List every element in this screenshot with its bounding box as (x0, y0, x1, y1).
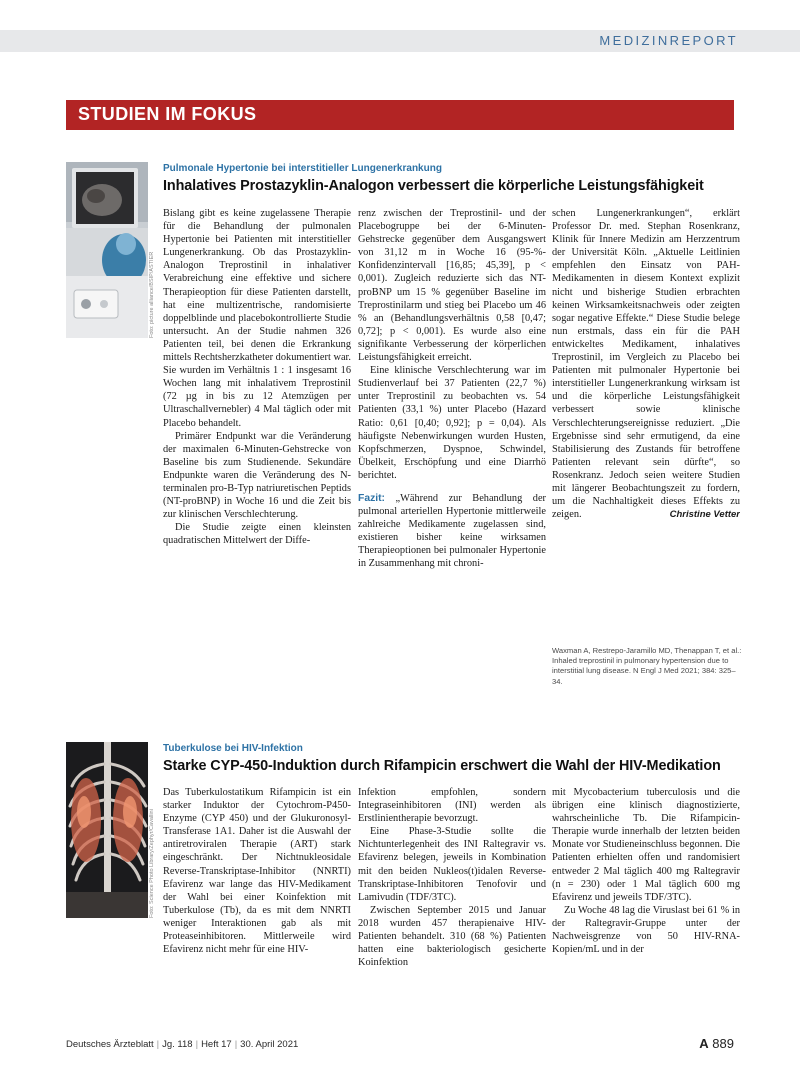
article1-reference: Waxman A, Restrepo-Jaramillo MD, Thenappan T, et al.: Inhaled treprostinil in pulmonary hypertension due to interstitial lung disease. N Engl J Med 2021; 384: 325–34. (552, 646, 742, 686)
paragraph: renz zwischen der Treprostinil- und der Placebogruppe bei der 6-Minuten-Gehstrecke gegenüber dem Ausgangswert von 31,12 m in Woche 16 (95-%-Konfidenzintervall [16,85; 45,39], p < 0,001). Zugleich reduzierte sich das NT-proBNP um 15 % gegenüber Baseline im Treprostinilarm und stieg bei Placebo um 46 % an (Behandlungsverhältnis 0,58 [0,47; 0,72]; p < 0,001). Es wurde also eine signifikante Verbesserung der körperlichen Leistungsfähigkeit erreicht. (358, 208, 546, 364)
paragraph: Zwischen September 2015 und Januar 2018 wurden 457 therapienaive HIV-Patienten behandelt. 310 (68 %) Patienten hatten eine bakteriologisch gesicherte Koinfektion (358, 904, 546, 969)
top-bar (0, 30, 800, 52)
fazit-text: „Während zur Behandlung der pulmonal arteriellen Hypertonie mittlerweile zahlreiche Medikamente zugelassen sind, existieren bisher keine wirksamen Therapieoptionen bei pulmonaler Hypertonie in Zusammenhang mit chroni- (358, 492, 546, 570)
page-number-value: 889 (712, 1036, 734, 1051)
volume: Jg. 118 (162, 1039, 193, 1050)
issue: Heft 17 (201, 1039, 232, 1050)
article1-column-2 (358, 207, 546, 697)
article1-headline: Inhalatives Prostazyklin-Analogon verbessert die körperliche Leistungsfähigkeit (163, 178, 704, 194)
article2-headline: Starke CYP-450-Induktion durch Rifampicin erschwert die Wahl der HIV-Medikation (163, 758, 721, 774)
page-prefix: A (699, 1036, 709, 1051)
article2-column-2 (358, 786, 546, 1026)
paragraph: Bislang gibt es keine zugelassene Therapie für die Behandlung der pulmonalen Hypertonie bei Patienten mit interstitieller Lungenerkrankung. Ob das Prostazyklin-Analogon Treprostinil in inhalativer Verabreichung eine effektive und sichere Therapieoption für diese Patienten darstellt, hat eine multizentrische, randomisierte doppelblinde und placebokontrollierte Studie untersucht. An der Studie nahmen 326 Patienten teil, bei denen die Erkrankung mittels Rechtsherzkatheter dokumentiert war. Sie wurden im Verhältnis 1 : 1 insgesamt 16 Wochen lang mit inhalativem Treprostinil (72 µg in bis zu 12 Atemzügen per Ultraschallvernebler) 4 Mal täglich oder mit Placebo behandelt. (163, 208, 351, 429)
article2-column-3 (552, 786, 740, 1026)
paragraph: Die Studie zeigte einen kleinsten quadratischen Mittelwert der Diffe- (163, 522, 351, 547)
paragraph: Das Tuberkulostatikum Rifampicin ist ein starker Induktor der Cytochrom-P450-Enzyme (CYP 450) und der Glukuronosyl-Transferase 1A1. Daher ist die Auswahl der antiretroviralen Therapie (ART) stark eingeschränkt. Der Nichtnukleosidale Reverse-Transkriptase-Inhibitor (NNRTI) Efavirenz war lange das HIV-Medikament der Wahl bei einer Koinfektion mit Tuberkulose (Tb), da es mit dem NNRTI weniger Interaktionen gab als mit Proteaseinhibitoren. Mittlerweile wird Efavirenz nicht mehr für eine HIV- (163, 787, 351, 956)
article1-column-3 (552, 207, 740, 637)
fazit-paragraph (358, 492, 546, 571)
article2-column-1 (163, 786, 351, 1026)
page-number (699, 1036, 734, 1051)
article2-photo-credit: Foto: Science Photo Library/Zephyr/Cavallini (149, 809, 155, 918)
article1-column-1 (163, 207, 351, 697)
paragraph: schen Lungenerkrankungen“, erklärt Professor Dr. med. Stephan Rosenkranz, Klinik für Innere Medizin am Herzzentrum der Universität Köln. „Aktuelle Leitlinien empfehlen den Einsatz von PAH-Medikamenten in diesem Kontext explizit nicht und bisherige Studien erbrachten keinen Wirksamkeitsnachweis oder zeigten sogar negative Effekte.“ Diese Studie belege nun erstmals, dass ein für die PAH entwickeltes Medikament, inhalatives Treprostinil, im Vergleich zu Placebo bei Patienten mit pulmonaler Hypertonie bei interstitieller Lungenerkrankung wirksam ist und die körperliche Leistungsfähigkeit verbessert sowie klinische Verschlechterungsereignisse reduziert. „Die Ergebnisse sind sehr ermutigend, da eine Stabilisierung des Zustands für betroffene Patienten relevant sein dürfte“, so Rosenkranz. Jedoch seien weitere Studien mit längerer Beobachtungszeit zu fordern, um die Nachhaltigkeit dieses Effekts zu zeigen. (552, 208, 740, 521)
paragraph: mit Mycobacterium tuberculosis und die übrigen eine klinisch diagnostizierte, wahrscheinliche Tb. Die Rifampicin-Therapie wurde innerhalb der letzten beiden Monate vor Studieneinschluss begonnen. Die Patienten erhielten offen und randomisiert entweder 2 Mal täglich 400 mg Raltegravir (n = 230) oder 1 Mal täglich 600 mg Efavirenz und jeweils TDF/3TC). (552, 787, 740, 903)
article1-kicker: Pulmonale Hypertonie bei interstitieller Lungenerkrankung (163, 163, 442, 174)
article1-photo (66, 162, 148, 338)
paragraph: Zu Woche 48 lag die Viruslast bei 61 % in der Raltegravir-Gruppe unter der Nachweisgrenze von 50 HIV-RNA-Kopien/mL und in der (552, 904, 740, 956)
date: 30. April 2021 (240, 1039, 299, 1050)
medical-monitor-photo (66, 162, 148, 338)
section-banner (66, 100, 734, 130)
paragraph: Primärer Endpunkt war die Veränderung der maximalen 6-Minuten-Gehstrecke von Baseline bis zum Studienende. Sekundäre Endpunkte waren die Veränderung des N-terminalen pro-B-Typ natriuretischen Peptids (NT-proBNP) in Woche 16 und die Zeit bis zur klinischen Verschlechterung. (163, 430, 351, 521)
article2-kicker: Tuberkulose bei HIV-Infektion (163, 743, 303, 754)
paragraph: Infektion empfohlen, sondern Integraseinhibitoren (INI) werden als Erstlinientherapie bevorzugt. (358, 787, 546, 825)
page-footer: Deutsches Ärzteblatt | Jg. 118 | Heft 17 | 30. April 2021 (66, 1039, 299, 1050)
chest-xray-photo (66, 742, 148, 918)
banner-title: STUDIEN IM FOKUS (78, 104, 257, 124)
article1-photo-credit: Foto: picture alliance/BSIP/ASTIER (149, 251, 155, 338)
paragraph: Eine klinische Verschlechterung war im Studienverlauf bei 37 Patienten (22,7 %) unter Treprostinil zu beobachten vs. 54 Patienten (33,1 %) unter Placebo (Hazard Ratio: 0,61 [0,40; 0,92]; p = 0,04). Als häufigste Nebenwirkungen wurden Husten, Kopfschmerzen, Dyspnoe, Schwindel, Übelkeit, Erschöpfung und eine Diarrhö berichtet. (358, 365, 546, 481)
section-label: MEDIZINREPORT (599, 33, 738, 48)
journal-name: Deutsches Ärzteblatt (66, 1039, 154, 1050)
article2-photo (66, 742, 148, 918)
author: Christine Vetter (669, 509, 740, 521)
paragraph: Eine Phase-3-Studie sollte die Nichtunterlegenheit des INI Raltegravir vs. Efavirenz belegen, jeweils in Kombination mit den beiden Nukleos(t)idalen Reverse-Transkriptase-Inhibitoren Tenofovir und Lamivudin (TDF/3TC). (358, 826, 546, 903)
fazit-label: Fazit: (358, 492, 386, 504)
